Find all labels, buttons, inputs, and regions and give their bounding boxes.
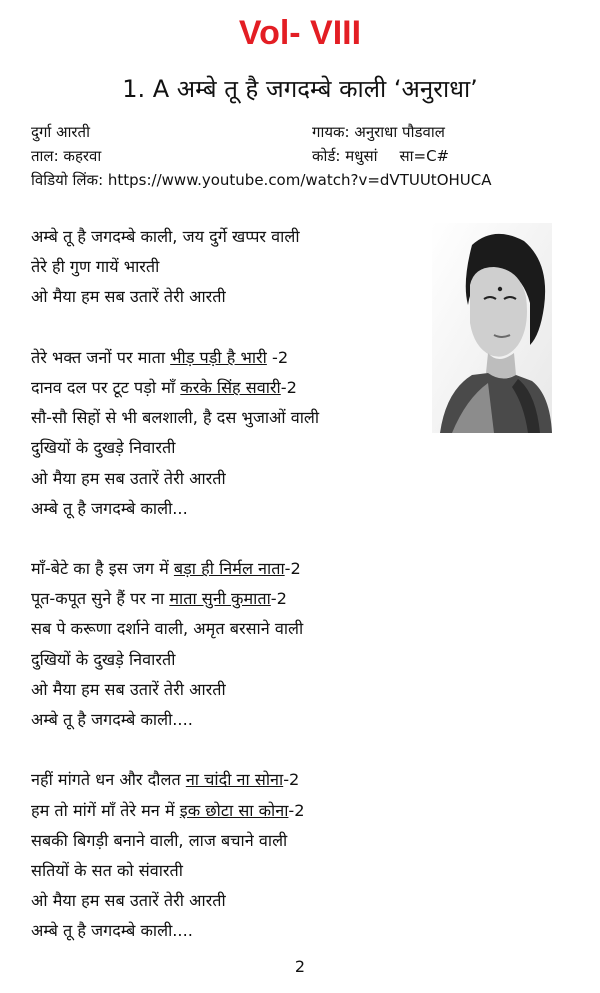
lyric-text: -2 <box>283 770 300 790</box>
song-meta <box>31 120 591 192</box>
taal-label: ताल: कहरवा <box>31 147 102 165</box>
lyric-text: -2 <box>270 589 287 609</box>
lyric-line <box>31 796 591 826</box>
lyric-text: -2 <box>288 800 305 820</box>
lyric-text: ओ मैया हम सब उतारें तेरी आरती <box>31 679 226 699</box>
lyric-line <box>31 826 591 856</box>
video-link[interactable]: विडियो लिंक: https://www.youtube.com/watch?v=dVTUUtOHUCA <box>31 171 492 189</box>
lyric-text: ओ मैया हम सब उतारें तेरी आरती <box>31 287 226 307</box>
stanza <box>31 554 591 735</box>
lyric-text: ओ मैया हम सब उतारें तेरी आरती <box>31 468 226 488</box>
lyric-line <box>31 675 591 705</box>
lyric-text: ओ मैया हम सब उतारें तेरी आरती <box>31 891 226 911</box>
lyric-text: तेरे भक्त जनों पर माता <box>31 347 171 367</box>
lyric-phrase-underlined: भीड़ पड़ी है भारी <box>170 347 267 367</box>
singer-portrait <box>432 223 552 433</box>
lyric-line <box>31 584 591 614</box>
lyric-text: -2 <box>266 347 289 367</box>
sa-label: सा=C# <box>399 147 450 165</box>
lyric-phrase-underlined: बड़ा ही निर्मल नाता <box>173 559 285 579</box>
lyric-text: नहीं मांगते धन और दौलत <box>31 770 186 790</box>
lyric-text: सतियों के सत को संवारती <box>31 860 183 880</box>
page-number: 2 <box>294 957 306 976</box>
lyric-text: अम्बे तू है जगदम्बे काली.... <box>31 710 193 729</box>
lyric-text: तेरे ही गुण गायें भारती <box>31 257 160 277</box>
lyric-phrase-underlined: ना चांदी ना सोना <box>185 770 284 790</box>
lyric-text: सब पे करूणा दर्शाने वाली, अमृत बरसाने वाली <box>31 619 304 639</box>
lyric-text: माँ-बेटे का है इस जग में <box>31 559 174 579</box>
lyric-line <box>31 916 591 946</box>
lyric-line <box>31 464 591 494</box>
lyric-line <box>31 494 591 524</box>
lyric-text: दानव दल पर टूट पड़ो माँ <box>31 377 181 397</box>
song-title: 1. A अम्बे तू है जगदम्बे काली ‘अनुराधा’ <box>122 75 478 103</box>
lyric-text: दुखियों के दुखड़े निवारती <box>31 649 176 669</box>
lyric-text: अम्बे तू है जगदम्बे काली... <box>31 498 188 518</box>
stanza <box>31 765 591 946</box>
lyric-text: -2 <box>284 559 301 579</box>
meta-row-video <box>31 168 591 192</box>
lyric-text: पूत-कपूत सुने हैं पर ना <box>31 589 170 609</box>
chord-label: कोर्ड: मधुसां <box>312 147 378 165</box>
lyric-line <box>31 765 591 795</box>
lyric-text: दुखियों के दुखड़े निवारती <box>31 438 176 458</box>
chord-info <box>312 144 449 168</box>
meta-row-category <box>31 120 591 144</box>
lyric-text: अम्बे तू है जगदम्बे काली, जय दुर्गे खप्पर वाली <box>31 227 300 246</box>
lyric-phrase-underlined: इक छोटा सा कोना <box>179 800 289 820</box>
lyric-phrase-underlined: माता सुनी कुमाता <box>169 589 271 609</box>
lyric-line <box>31 886 591 916</box>
lyric-text: हम तो मांगें माँ तेरे मन में <box>31 800 180 820</box>
lyric-text: सबकी बिगड़ी बनाने वाली, लाज बचाने वाली <box>31 830 288 850</box>
volume-heading: Vol- VIII <box>238 14 362 52</box>
meta-row-taal <box>31 144 591 168</box>
category-label: दुर्गा आरती <box>31 123 90 141</box>
singer-label: गायक: अनुराधा पौडवाल <box>312 123 445 141</box>
lyric-text: अम्बे तू है जगदम्बे काली.... <box>31 921 193 941</box>
lyric-line <box>31 645 591 675</box>
lyric-phrase-underlined: करके सिंह सवारी <box>180 377 281 397</box>
lyric-line <box>31 433 591 463</box>
lyric-line <box>31 856 591 886</box>
lyric-line <box>31 614 591 644</box>
lyric-text: -2 <box>280 377 297 397</box>
lyric-text: सौ-सौ सिहों से भी बलशाली, है दस भुजाओं वाली <box>31 408 320 428</box>
lyric-line <box>31 554 591 584</box>
lyric-line <box>31 705 591 735</box>
